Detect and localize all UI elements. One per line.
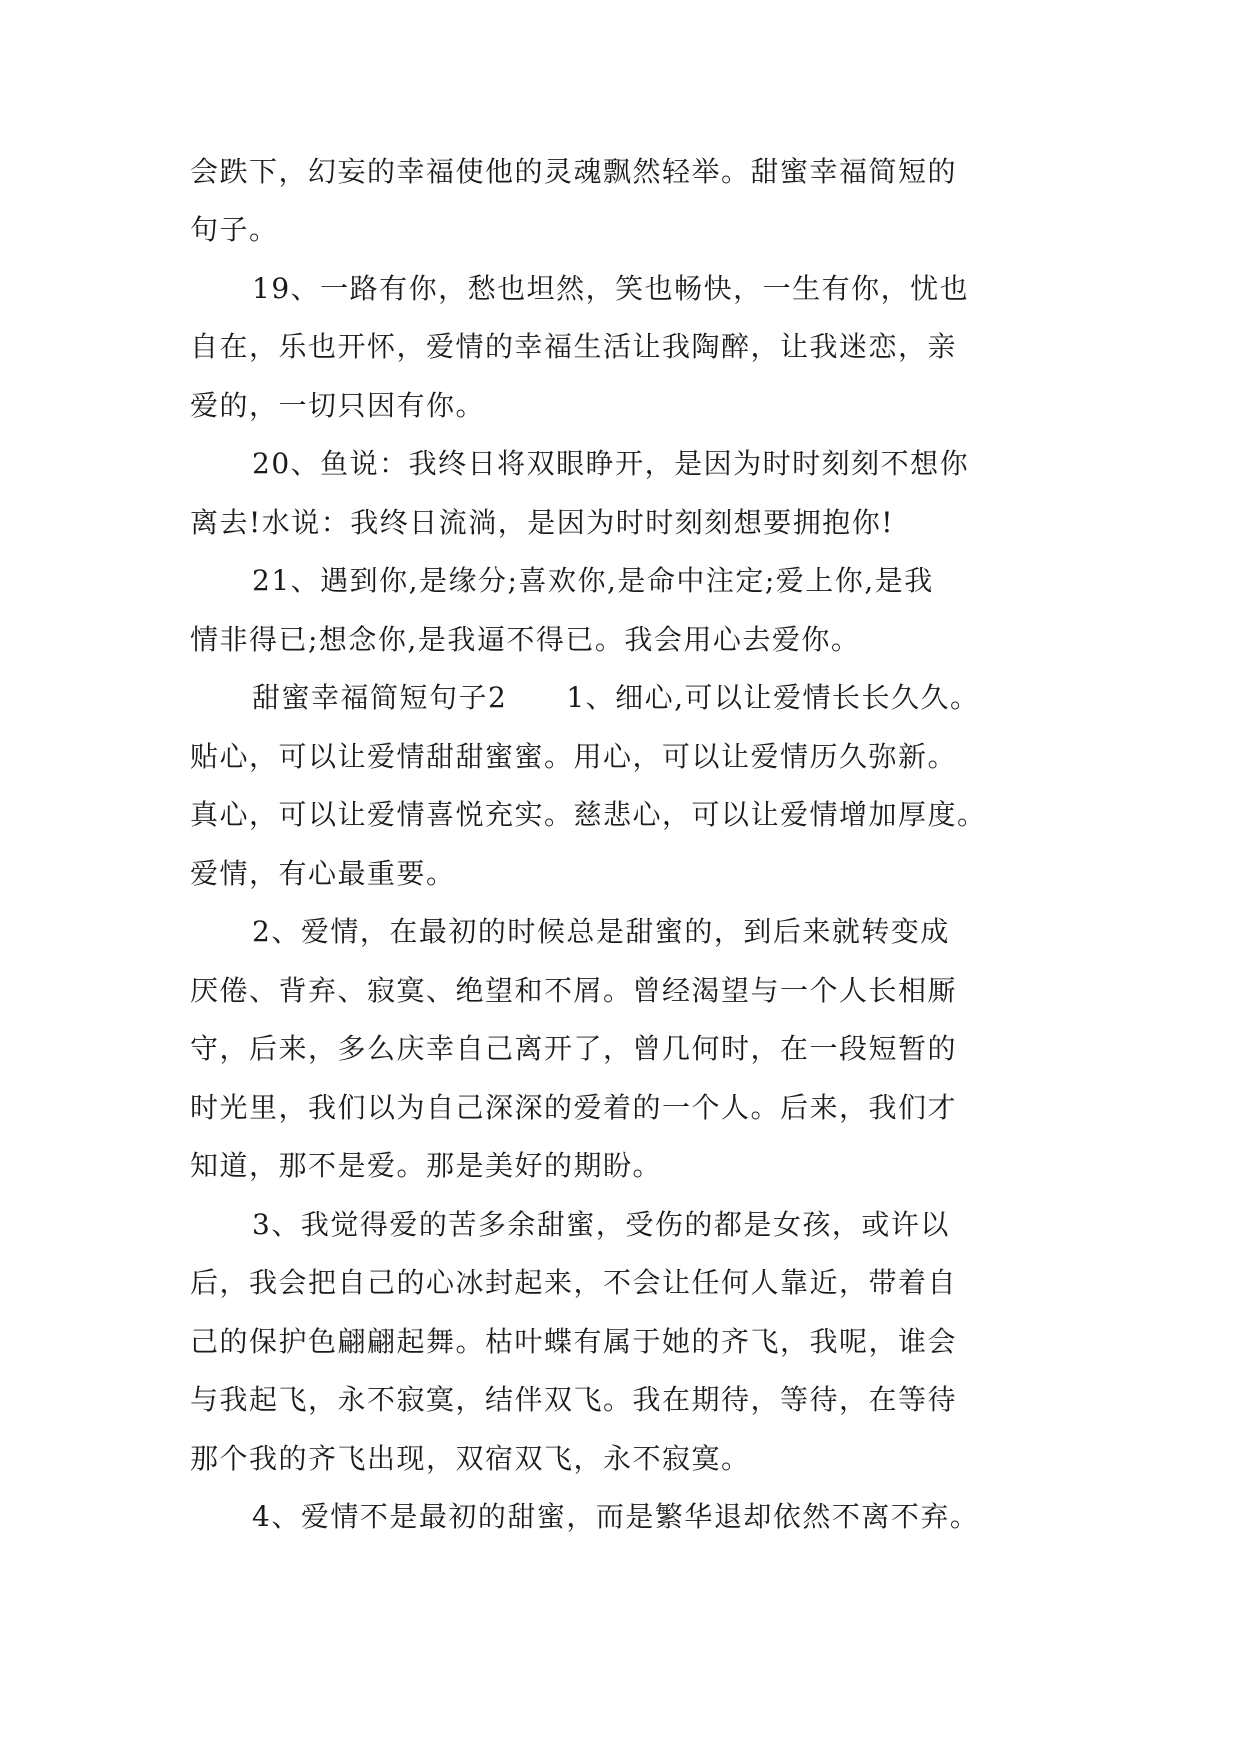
text-line: 守，后来，多么庆幸自己离开了，曾几何时，在一段短暂的 (190, 1032, 958, 1065)
paragraph-start-line: 2、爱情，在最初的时候总是甜蜜的，到后来就转变成 (252, 915, 950, 948)
section-heading-line: 甜蜜幸福简短句子2 1、细心,可以让爱情长长久久。 (252, 681, 980, 714)
paragraph-start-line: 4、爱情不是最初的甜蜜，而是繁华退却依然不离不弃。 (252, 1500, 980, 1533)
paragraph-start-line: 19、一路有你，愁也坦然，笑也畅快，一生有你，忧也 (252, 272, 970, 305)
paragraph-start-line: 21、遇到你,是缘分;喜欢你,是命中注定;爱上你,是我 (252, 564, 934, 597)
text-line: 爱情，有心最重要。 (190, 857, 456, 890)
text-line: 知道，那不是爱。那是美好的期盼。 (190, 1149, 663, 1182)
text-line: 会跌下，幻妄的幸福使他的灵魂飘然轻举。甜蜜幸福简短的 (190, 155, 958, 188)
text-line: 己的保护色翩翩起舞。枯叶蝶有属于她的齐飞，我呢，谁会 (190, 1325, 958, 1358)
text-line: 情非得已;想念你,是我逼不得已。我会用心去爱你。 (190, 623, 861, 656)
text-line: 贴心，可以让爱情甜甜蜜蜜。用心，可以让爱情历久弥新。 (190, 740, 958, 773)
text-line: 厌倦、背弃、寂寞、绝望和不屑。曾经渴望与一个人长相厮 (190, 974, 958, 1007)
text-line: 那个我的齐飞出现，双宿双飞，永不寂寞。 (190, 1442, 751, 1475)
text-line: 句子。 (190, 213, 279, 246)
text-line: 与我起飞，永不寂寞，结伴双飞。我在期待，等待，在等待 (190, 1383, 958, 1416)
text-line: 时光里，我们以为自己深深的爱着的一个人。后来，我们才 (190, 1091, 958, 1124)
text-line: 自在，乐也开怀，爱情的幸福生活让我陶醉，让我迷恋，亲 (190, 330, 958, 363)
text-line: 离去!水说：我终日流淌，是因为时时刻刻想要拥抱你! (190, 506, 895, 539)
paragraph-start-line: 20、鱼说：我终日将双眼睁开，是因为时时刻刻不想你 (252, 447, 970, 480)
text-line: 后，我会把自己的心冰封起来，不会让任何人靠近，带着自 (190, 1266, 958, 1299)
paragraph-start-line: 3、我觉得爱的苦多余甜蜜，受伤的都是女孩，或许以 (252, 1208, 950, 1241)
text-line: 爱的，一切只因有你。 (190, 389, 486, 422)
text-line: 真心，可以让爱情喜悦充实。慈悲心，可以让爱情增加厚度。 (190, 798, 987, 831)
